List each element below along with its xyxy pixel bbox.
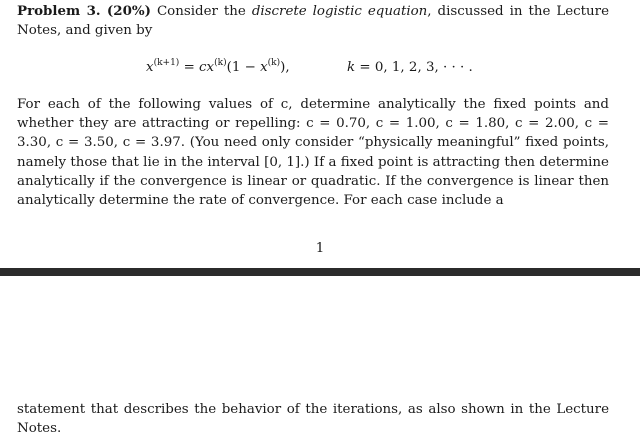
problem-continuation: statement that describes the behavior of the iterations, as also shown in the Lecture Notes. <box>17 402 609 437</box>
intro-prefix: Consider the <box>156 4 246 19</box>
intro-suffix: , discussed in the Lecture Notes, and given by <box>17 4 610 39</box>
problem-body: For each of the following values of c, determine analytically the fixed points and whether they are attracting or repelling: c = 0.70, c = 1.00, c = 1.80, c = 2.00, c = 3.30, c = 3.50, c = 3.97. (You need only consider “physically meaningful” fixed points, namely those that lie in the interval [0, 1].) If a fixed point is attracting then determine analytically if the convergence is linear or quadratic. If the convergence is linear then analytically determine the rate of convergence. For each case include a <box>17 97 609 209</box>
page-break-divider <box>0 268 640 276</box>
problem-intro <box>17 2 609 40</box>
intro-emphasis: discrete logistic equation <box>251 4 428 19</box>
equation-index-range: k = 0, 1, 2, 3, · · · . <box>347 60 473 75</box>
problem-label: Problem 3. (20%) <box>17 3 151 19</box>
logistic-equation: $x^{(k+1)} = cx^{(k)}(1 - x^{(k)})$, <box>146 58 290 75</box>
document-page-2 <box>0 276 640 437</box>
page-number: 1 <box>315 241 325 256</box>
